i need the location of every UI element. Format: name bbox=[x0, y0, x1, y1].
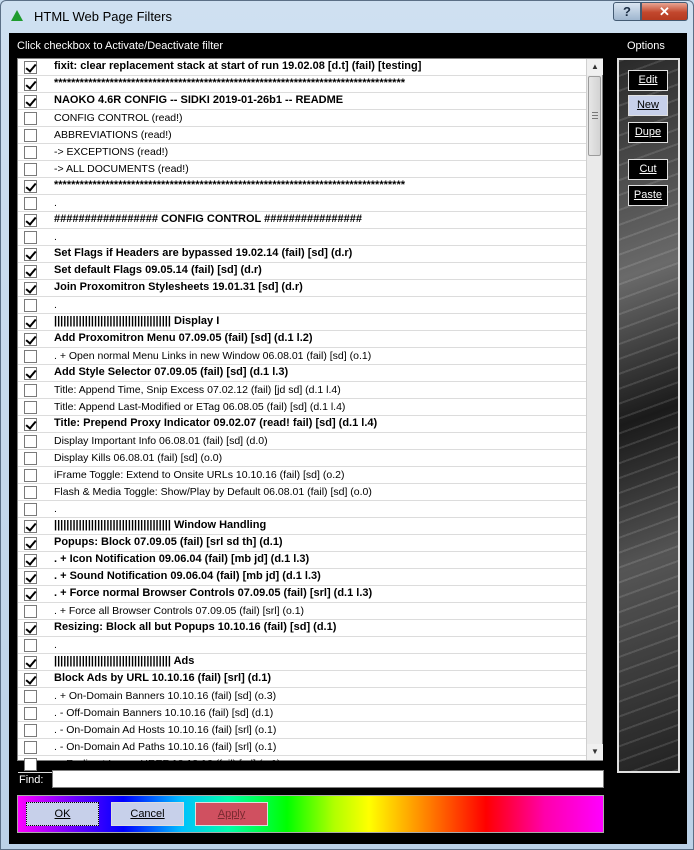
filter-row[interactable] bbox=[18, 161, 586, 178]
filter-label: . + Sound Notification 09.06.04 (fail) [mb jd] (d.1 l.3) bbox=[54, 570, 321, 582]
help-button[interactable]: ? bbox=[613, 2, 641, 21]
grip-icon bbox=[592, 112, 598, 119]
filter-row[interactable] bbox=[18, 620, 586, 637]
filter-label: -> EXCEPTIONS (read!) bbox=[54, 146, 169, 158]
filter-checkbox[interactable] bbox=[24, 299, 37, 312]
filter-label: ********************************************************************************** bbox=[54, 77, 406, 89]
filter-row[interactable] bbox=[18, 535, 586, 552]
filter-label: Title: Append Time, Snip Excess 07.02.12 (fail) [jd sd] (d.1 l.4) bbox=[54, 384, 341, 396]
filter-checkbox[interactable] bbox=[24, 248, 37, 261]
filter-label: |||||||||||||||||||||||||||||||||||||| Ads bbox=[54, 655, 195, 667]
filter-checkbox[interactable] bbox=[24, 622, 37, 635]
filter-row[interactable] bbox=[18, 297, 586, 314]
filter-row[interactable] bbox=[18, 637, 586, 654]
filter-label: . bbox=[54, 197, 57, 209]
filter-row[interactable] bbox=[18, 739, 586, 756]
filter-row[interactable] bbox=[18, 399, 586, 416]
filter-label: Display Important Info 06.08.01 (fail) [sd] (d.0) bbox=[54, 435, 268, 447]
filter-row[interactable] bbox=[18, 569, 586, 586]
filter-label: NAOKO 4.6R CONFIG -- SIDKI 2019-01-26b1 -- README bbox=[54, 94, 344, 106]
scroll-thumb[interactable] bbox=[588, 76, 601, 156]
filter-row[interactable] bbox=[18, 246, 586, 263]
filter-row[interactable] bbox=[18, 59, 586, 76]
filter-checkbox[interactable] bbox=[24, 350, 37, 363]
dialog-body bbox=[9, 33, 687, 844]
filter-checkbox[interactable] bbox=[24, 129, 37, 142]
filter-row[interactable] bbox=[18, 348, 586, 365]
filter-row[interactable] bbox=[18, 144, 586, 161]
filter-label: . - On-Domain Ad Paths 10.10.16 (fail) [srl] (o.1) bbox=[54, 741, 277, 753]
filter-label: . + Force normal Browser Controls 07.09.05 (fail) [srl] (d.1 l.3) bbox=[54, 587, 373, 599]
filter-checkbox[interactable] bbox=[24, 469, 37, 482]
filter-row[interactable] bbox=[18, 518, 586, 535]
filter-row[interactable] bbox=[18, 705, 586, 722]
filter-label: . - Off-Domain Banners 10.10.16 (fail) [sd] (d.1) bbox=[54, 707, 274, 719]
filter-row[interactable] bbox=[18, 229, 586, 246]
scroll-down-icon[interactable]: ▼ bbox=[587, 744, 603, 760]
filter-checkbox[interactable] bbox=[24, 197, 37, 210]
filter-row[interactable] bbox=[18, 212, 586, 229]
filter-label: Set default Flags 09.05.14 (fail) [sd] (d.r) bbox=[54, 264, 262, 276]
filter-label: . - On-Domain Ad Hosts 10.10.16 (fail) [srl] (o.1) bbox=[54, 724, 277, 736]
filter-checkbox[interactable] bbox=[24, 758, 37, 771]
filter-row[interactable] bbox=[18, 195, 586, 212]
filter-row[interactable] bbox=[18, 263, 586, 280]
filter-row[interactable] bbox=[18, 467, 586, 484]
filter-checkbox[interactable] bbox=[24, 401, 37, 414]
find-input[interactable] bbox=[52, 770, 604, 788]
filter-label: iFrame Toggle: Extend to Onsite URLs 10.10.16 (fail) [sd] (o.2) bbox=[54, 469, 345, 481]
filter-checkbox[interactable] bbox=[24, 724, 37, 737]
filter-label: . - Redirect Image HREF 10.10.16 (fail) [sd] (o.1) bbox=[54, 758, 281, 770]
filter-checkbox[interactable] bbox=[24, 146, 37, 159]
footer-rainbow-bar bbox=[17, 795, 604, 833]
apply-button[interactable]: Apply bbox=[195, 802, 268, 826]
filter-row[interactable] bbox=[18, 416, 586, 433]
filter-label: . + Force all Browser Controls 07.09.05 (fail) [srl] (o.1) bbox=[54, 605, 305, 617]
cancel-button[interactable]: Cancel bbox=[111, 802, 184, 826]
filter-label: Popups: Block 07.09.05 (fail) [srl sd th] (d.1) bbox=[54, 536, 283, 548]
cut-button[interactable]: Cut bbox=[628, 159, 668, 180]
window-title: HTML Web Page Filters bbox=[34, 9, 172, 24]
filter-row[interactable] bbox=[18, 280, 586, 297]
dupe-button[interactable]: Dupe bbox=[628, 122, 668, 143]
filter-row[interactable] bbox=[18, 654, 586, 671]
filter-row[interactable] bbox=[18, 365, 586, 382]
filter-checkbox[interactable] bbox=[24, 418, 37, 431]
filter-checkbox[interactable] bbox=[24, 333, 37, 346]
options-panel bbox=[617, 58, 680, 773]
filter-label: . + On-Domain Banners 10.10.16 (fail) [sd] (o.3) bbox=[54, 690, 277, 702]
paste-button[interactable]: Paste bbox=[628, 185, 668, 206]
filter-label: Add Proxomitron Menu 07.09.05 (fail) [sd] (d.1 l.2) bbox=[54, 332, 313, 344]
filter-label: CONFIG CONTROL (read!) bbox=[54, 112, 183, 124]
filter-label: Add Style Selector 07.09.05 (fail) [sd] (d.1 l.3) bbox=[54, 366, 289, 378]
filter-checkbox[interactable] bbox=[24, 503, 37, 516]
options-label: Options bbox=[627, 40, 665, 52]
filter-row[interactable] bbox=[18, 382, 586, 399]
filter-checkbox[interactable] bbox=[24, 486, 37, 499]
filter-checkbox[interactable] bbox=[24, 180, 37, 193]
filter-label: Flash & Media Toggle: Show/Play by Default 06.08.01 (fail) [sd] (o.0) bbox=[54, 486, 372, 498]
filter-label: ********************************************************************************** bbox=[54, 179, 406, 191]
filter-row[interactable] bbox=[18, 178, 586, 195]
filter-checkbox[interactable] bbox=[24, 588, 37, 601]
filter-checkbox[interactable] bbox=[24, 112, 37, 125]
filter-row[interactable] bbox=[18, 552, 586, 569]
filter-label: Block Ads by URL 10.10.16 (fail) [srl] (d.1) bbox=[54, 672, 272, 684]
list-scrollbar[interactable] bbox=[586, 59, 602, 760]
filter-list[interactable] bbox=[17, 58, 603, 770]
edit-button[interactable]: Edit bbox=[628, 70, 668, 91]
filter-label: . bbox=[54, 639, 57, 651]
filter-row[interactable] bbox=[18, 433, 586, 450]
filter-label: Resizing: Block all but Popups 10.10.16 (fail) [sd] (d.1) bbox=[54, 621, 337, 633]
filter-checkbox[interactable] bbox=[24, 537, 37, 550]
filter-checkbox[interactable] bbox=[24, 61, 37, 74]
filter-label: Title: Append Last-Modified or ETag 06.08.05 (fail) [sd] (d.1 l.4) bbox=[54, 401, 346, 413]
filter-checkbox[interactable] bbox=[24, 452, 37, 465]
filter-label: . + Open normal Menu Links in new Window 06.08.01 (fail) [sd] (o.1) bbox=[54, 350, 372, 362]
filter-row[interactable] bbox=[18, 450, 586, 467]
instruction-label: Click checkbox to Activate/Deactivate filter bbox=[17, 40, 224, 52]
scroll-up-icon[interactable]: ▲ bbox=[587, 59, 603, 75]
filter-checkbox[interactable] bbox=[24, 639, 37, 652]
filter-row[interactable] bbox=[18, 688, 586, 705]
filter-label: . bbox=[54, 299, 57, 311]
filter-label: |||||||||||||||||||||||||||||||||||||| Display I bbox=[54, 315, 220, 327]
filter-label: ################# CONFIG CONTROL ################ bbox=[54, 213, 363, 225]
filter-label: Title: Prepend Proxy Indicator 09.02.07 (read! fail) [sd] (d.1 l.4) bbox=[54, 417, 378, 429]
filter-checkbox[interactable] bbox=[24, 78, 37, 91]
filter-checkbox[interactable] bbox=[24, 95, 37, 108]
filter-label: |||||||||||||||||||||||||||||||||||||| Window Handling bbox=[54, 519, 267, 531]
filter-row[interactable] bbox=[18, 501, 586, 518]
filter-checkbox[interactable] bbox=[24, 741, 37, 754]
filter-checkbox[interactable] bbox=[24, 265, 37, 278]
filter-label: Display Kills 06.08.01 (fail) [sd] (o.0) bbox=[54, 452, 223, 464]
filter-checkbox[interactable] bbox=[24, 282, 37, 295]
filter-checkbox[interactable] bbox=[24, 384, 37, 397]
title-bar[interactable] bbox=[1, 1, 693, 33]
filter-checkbox[interactable] bbox=[24, 231, 37, 244]
filter-checkbox[interactable] bbox=[24, 656, 37, 669]
filter-checkbox[interactable] bbox=[24, 707, 37, 720]
filter-label: ABBREVIATIONS (read!) bbox=[54, 129, 172, 141]
filter-checkbox[interactable] bbox=[24, 554, 37, 567]
filter-row[interactable] bbox=[18, 331, 586, 348]
filter-row[interactable] bbox=[18, 722, 586, 739]
filter-row[interactable] bbox=[18, 127, 586, 144]
filter-row[interactable] bbox=[18, 314, 586, 331]
filter-label: -> ALL DOCUMENTS (read!) bbox=[54, 163, 189, 175]
filter-rows bbox=[18, 59, 586, 773]
filter-checkbox[interactable] bbox=[24, 571, 37, 584]
filter-row[interactable] bbox=[18, 603, 586, 620]
filter-row[interactable] bbox=[18, 110, 586, 127]
close-button[interactable]: ✕ bbox=[641, 2, 688, 21]
new-button[interactable]: New bbox=[628, 95, 668, 116]
find-label: Find: bbox=[19, 774, 44, 786]
filter-label: Set Flags if Headers are bypassed 19.02.14 (fail) [sd] (d.r) bbox=[54, 247, 353, 259]
filter-checkbox[interactable] bbox=[24, 673, 37, 686]
filter-label: Join Proxomitron Stylesheets 19.01.31 [sd] (d.r) bbox=[54, 281, 303, 293]
filter-checkbox[interactable] bbox=[24, 316, 37, 329]
filter-checkbox[interactable] bbox=[24, 605, 37, 618]
filter-label: fixit: clear replacement stack at start of run 19.02.08 [d.t] (fail) [testing] bbox=[54, 60, 422, 72]
filter-checkbox[interactable] bbox=[24, 163, 37, 176]
filter-label: . bbox=[54, 231, 57, 243]
filter-row[interactable] bbox=[18, 93, 586, 110]
ok-button[interactable]: OK bbox=[26, 802, 99, 826]
filter-row[interactable] bbox=[18, 671, 586, 688]
filter-row[interactable] bbox=[18, 76, 586, 93]
filter-row[interactable] bbox=[18, 484, 586, 501]
proxomitron-triangle-icon bbox=[11, 10, 23, 21]
filter-row[interactable] bbox=[18, 586, 586, 603]
filter-checkbox[interactable] bbox=[24, 690, 37, 703]
filter-checkbox[interactable] bbox=[24, 520, 37, 533]
filter-checkbox[interactable] bbox=[24, 435, 37, 448]
filter-label: . bbox=[54, 503, 57, 515]
filter-label: . + Icon Notification 09.06.04 (fail) [mb jd] (d.1 l.3) bbox=[54, 553, 310, 565]
filter-checkbox[interactable] bbox=[24, 367, 37, 380]
filter-checkbox[interactable] bbox=[24, 214, 37, 227]
